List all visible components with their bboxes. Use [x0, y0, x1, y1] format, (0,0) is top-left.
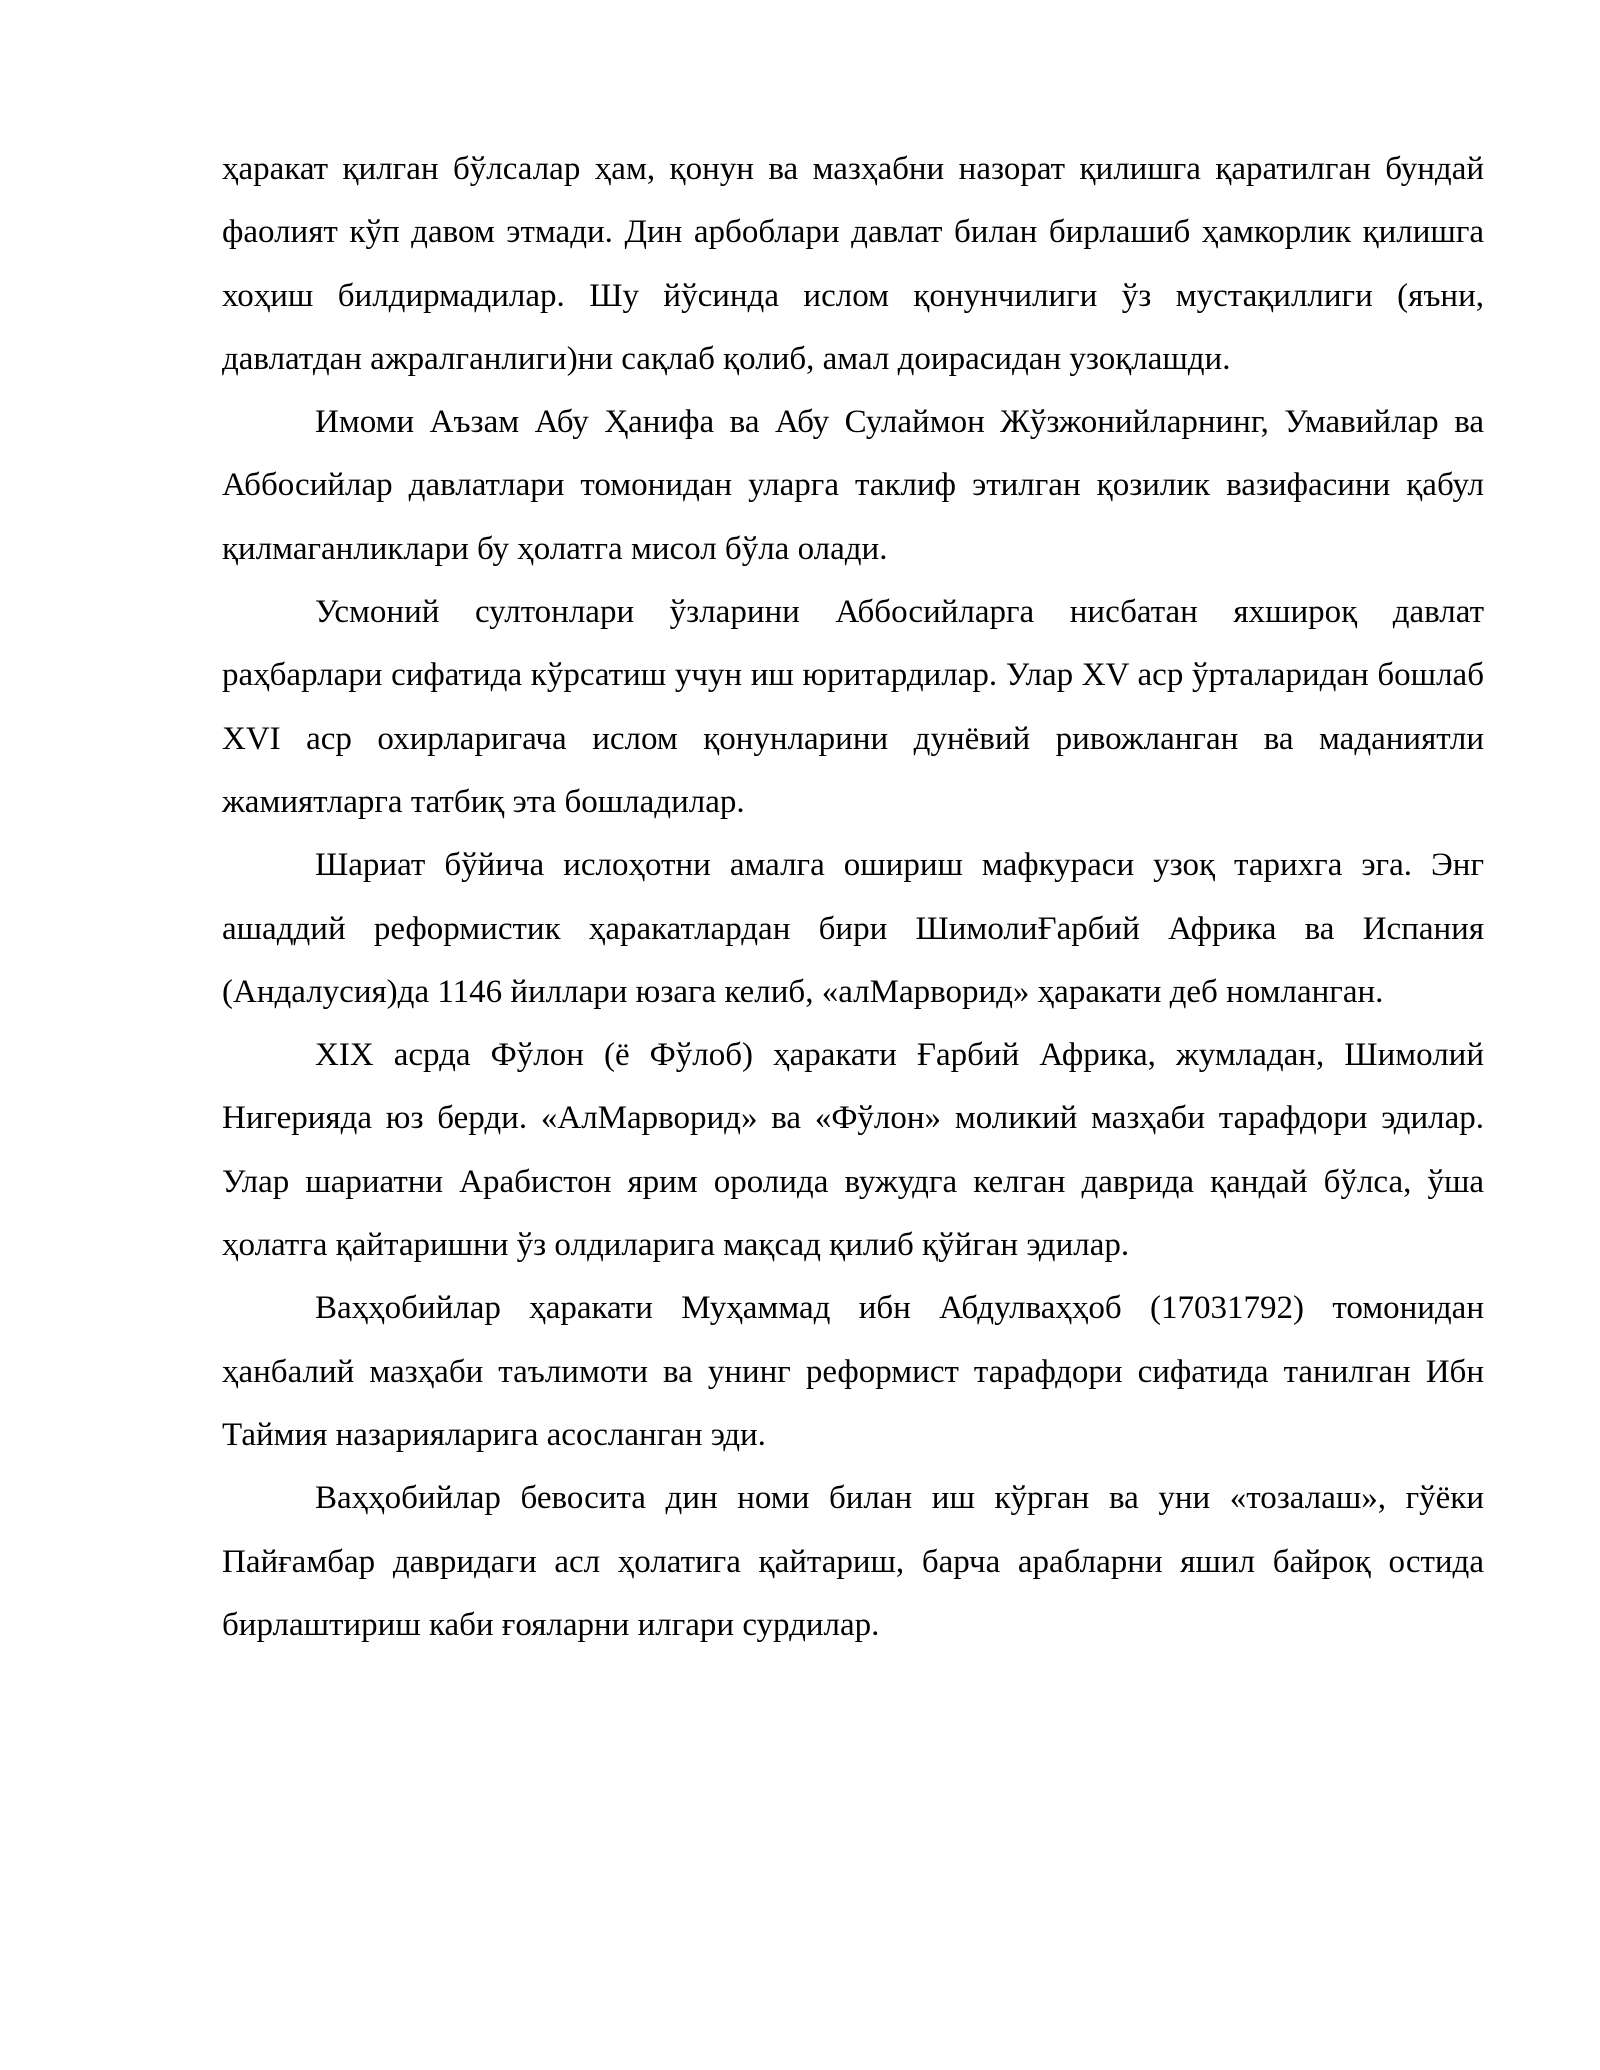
document-body [222, 138, 1484, 1657]
paragraph-2: Имоми Аъзам Абу Ҳанифа ва Абу Сулаймон Жўзжонийларнинг, Умавийлар ва Аббосийлар давлатлари томонидан уларга таклиф этилган қозилик вазифасини қабул қилмаганликлари бу ҳолатга мисол бўла олади. [222, 404, 1484, 567]
paragraph-4: Шариат бўйича ислоҳотни амалга ошириш мафкураси узоқ тарихга эга. Энг ашаддий реформистик ҳаракатлардан бири ШимолиҒарбий Африка ва Испания (Андалусия)да 1146 йиллари юзага келиб, «алМарворид» ҳаракати деб номланган. [222, 847, 1484, 1010]
paragraph-5: XIX асрда Фўлон (ё Фўлоб) ҳаракати Ғарбий Африка, жумладан, Шимолий Нигерияда юз берди. «АлМарворид» ва «Фўлон» моликий мазҳаби тарафдори эдилар. Улар шариатни Арабистон ярим оролида вужудга келган даврида қандай бўлса, ўша ҳолатга қайтаришни ўз олдиларига мақсад қилиб қўйган эдилар. [222, 1037, 1484, 1264]
paragraph-3: Усмоний султонлари ўзларини Аббосийларга нисбатан яхшироқ давлат раҳбарлари сифатида кўрсатиш учун иш юритардилар. Улар XV аср ўрталаридан бошлаб XVI аср охирларигача ислом қонунларини дунёвий ривожланган ва маданиятли жамиятларга татбиқ эта бошладилар. [222, 594, 1484, 820]
paragraph-1: ҳаракат қилган бўлсалар ҳам, қонун ва мазҳабни назорат қилишга қаратилган бундай фаолият кўп давом этмади. Дин арбоблари давлат билан бирлашиб ҳамкорлик қилишга хоҳиш билдирмадилар. Шу йўсинда ислом қонунчилиги ўз мустақиллиги (яъни, давлатдан ажралганлиги)ни сақлаб қолиб, амал доирасидан узоқлашди. [222, 151, 1484, 377]
paragraph-6: Ваҳҳобийлар ҳаракати Муҳаммад ибн Абдулваҳҳоб (17031792) томонидан ҳанбалий мазҳаби таълимоти ва унинг реформист тарафдори сифатида танилган Ибн Таймия назарияларига асосланган эди. [222, 1290, 1484, 1453]
paragraph-7: Ваҳҳобийлар бевосита дин номи билан иш кўрган ва уни «тозалаш», гўёки Пайғамбар давридаги асл ҳолатига қайтариш, барча арабларни яшил байроқ остида бирлаштириш каби ғояларни илгари сурдилар. [222, 1480, 1484, 1643]
